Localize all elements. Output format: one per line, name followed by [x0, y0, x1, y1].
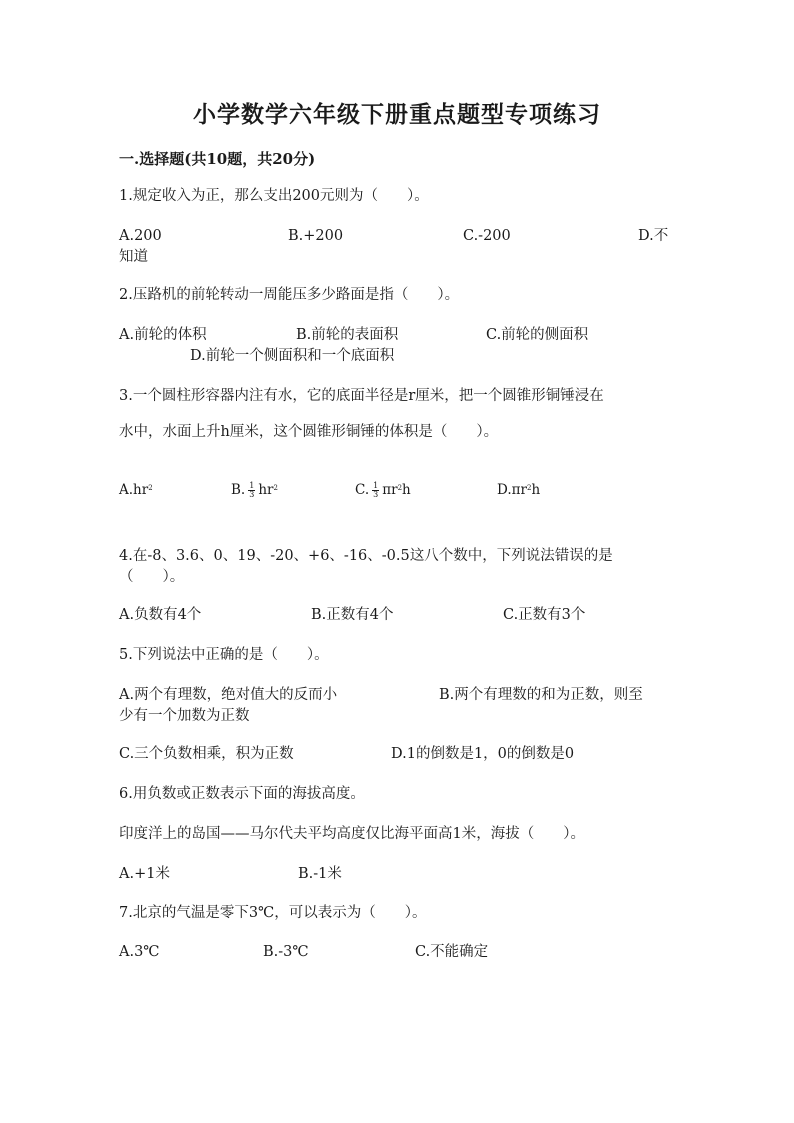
q1-stem: 1.规定收入为正，那么支出200元则为（ ）。	[119, 188, 429, 204]
q1-option-a: A.200	[119, 228, 162, 244]
q4-option-b: B.正数有4个	[311, 607, 394, 623]
q3-option-a: $A.hr^2$	[119, 482, 153, 498]
q6-stem-line1: 6.用负数或正数表示下面的海拔高度。	[119, 786, 365, 802]
q3-stem-line1: 3.一个圆柱形容器内注有水，它的底面半径是r厘米，把一个圆锥形铜锤浸在	[119, 388, 604, 404]
q5-option-b-wrap: 少有一个加数为正数	[119, 708, 250, 724]
q1-option-d-wrap: 知道	[119, 249, 148, 265]
q5-option-c: C.三个负数相乘，积为正数	[119, 746, 294, 762]
q1-option-b: B.+200	[288, 228, 344, 244]
q6-option-b: B.-1米	[298, 866, 342, 882]
q7-option-c: C.不能确定	[415, 944, 489, 960]
q2-stem: 2.压路机的前轮转动一周能压多少路面是指（ ）。	[119, 287, 460, 303]
q1-option-d: D.不	[638, 228, 669, 244]
q7-option-a: A.3℃	[119, 944, 160, 960]
q2-option-c: C.前轮的侧面积	[486, 327, 589, 343]
q3-option-c: C. $\frac{1}{3}$ $\pi r^2h$	[355, 481, 411, 499]
q5-option-b: B.两个有理数的和为正数，则至	[439, 687, 643, 703]
q2-option-d: D.前轮一个侧面积和一个底面积	[190, 348, 395, 364]
q4-option-c: C.正数有3个	[503, 607, 586, 623]
q3-option-b: B. $\frac{1}{3}$ $hr^2$	[231, 481, 278, 499]
page-title: 小学数学六年级下册重点题型专项练习	[193, 101, 601, 128]
q6-option-a: A.+1米	[119, 866, 170, 882]
q3-option-d: $D.\pi r^2h$	[497, 482, 541, 498]
q5-option-d: D.1的倒数是1，0的倒数是0	[391, 746, 575, 762]
q2-option-a: A.前轮的体积	[119, 327, 207, 343]
q2-option-b: B.前轮的表面积	[296, 327, 399, 343]
q3-stem-line2: 水中，水面上升h厘米，这个圆锥形铜锤的体积是（ ）。	[119, 424, 499, 440]
q5-option-a: A.两个有理数，绝对值大的反而小	[119, 687, 338, 703]
q1-option-c: C.-200	[463, 228, 511, 244]
q6-stem-line2: 印度洋上的岛国——马尔代夫平均高度仅比海平面高1米，海拔（ ）。	[119, 826, 585, 842]
fraction-one-third: $\frac{1}{3}$	[373, 481, 379, 499]
q4-option-a: A.负数有4个	[119, 607, 202, 623]
fraction-one-third: $\frac{1}{3}$	[249, 481, 255, 499]
q5-stem: 5.下列说法中正确的是（ ）。	[119, 647, 329, 663]
q4-stem-line2: （ ）。	[119, 569, 185, 585]
q4-stem-line1: 4.在-8、3.6、0、19、-20、+6、-16、-0.5这八个数中，下列说法错误的是	[119, 548, 613, 564]
q7-option-b: B.-3℃	[263, 944, 309, 960]
section-title: 一.选择题(共10题，共20分)	[119, 150, 316, 168]
q7-stem: 7.北京的气温是零下3℃，可以表示为（ ）。	[119, 905, 427, 921]
